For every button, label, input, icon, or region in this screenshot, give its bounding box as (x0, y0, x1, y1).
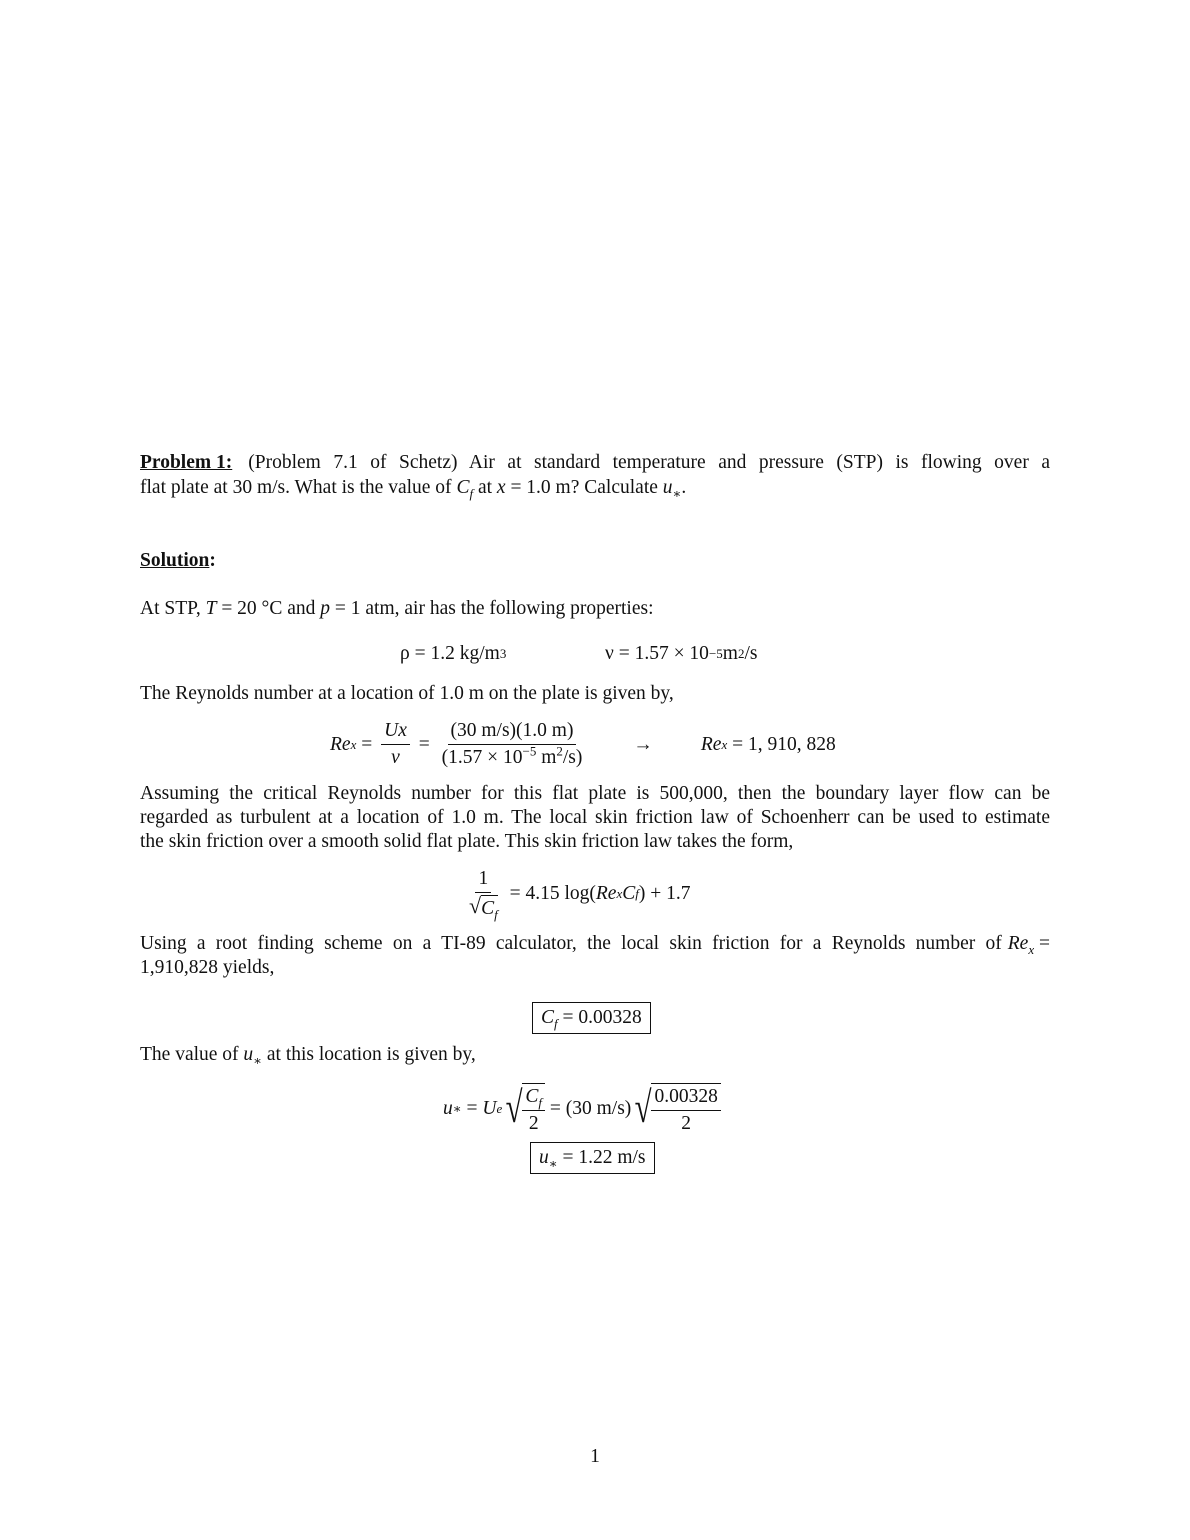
exp: 2 (556, 743, 563, 759)
text: . (681, 477, 687, 498)
exp: −5 (522, 743, 537, 759)
skin-friction-result-box (532, 1002, 651, 1034)
numerator: Ux (381, 720, 410, 745)
denominator: 2 (528, 1113, 539, 1134)
text: /s (744, 643, 758, 664)
text: ν = 1.57 × 10 (605, 643, 709, 664)
viscosity-equation: ν = 1.57 × 10 −5 m 2 /s (605, 643, 758, 664)
math-sub: ∗ (253, 1052, 263, 1068)
math: Re (595, 883, 617, 904)
problem-label: Problem 1: (140, 452, 233, 473)
equals: = (413, 733, 435, 755)
friction-velocity-equation: u ∗ = U e √ $\frac{C_f}{2}$ = (30 m/s) √ $\frac{0.00328}{2}$ (443, 1083, 721, 1135)
numerator: 1 (475, 868, 491, 893)
math-sub: ∗ (672, 485, 682, 501)
paragraph-line: the skin friction over a smooth solid flat plate. This skin friction law takes the form, (140, 831, 794, 852)
math: u (443, 1098, 453, 1119)
math-sub: f (554, 1015, 558, 1031)
math: x (496, 477, 506, 498)
math-sub: ∗ (548, 1155, 558, 1171)
text: (1.57 × 10 (441, 747, 523, 768)
math-sub: f (469, 485, 474, 501)
schoenherr-law-equation: 1 √ $C_f$ = 4.15 log( Re x C f ) + 1.7 (462, 868, 691, 920)
density-equation: ρ = 1.2 kg/m 3 (400, 643, 507, 664)
text: = 0.00328 (557, 1007, 642, 1028)
denominator: ν (391, 747, 400, 768)
sqrt: √ $\frac{0.00328}{2}$ (631, 1083, 721, 1135)
math: C (541, 1007, 555, 1028)
text: = (30 m/s) (545, 1098, 632, 1119)
numerator: 0.00328 (651, 1086, 720, 1111)
math: u (243, 1044, 254, 1065)
math: p (320, 598, 331, 619)
reynolds-intro: The Reynolds number at a location of 1.0 m on the plate is given by, (140, 683, 674, 704)
fraction (439, 720, 586, 769)
text: The value of (140, 1044, 244, 1065)
math: Re (1007, 933, 1029, 954)
stp-line (140, 597, 1050, 621)
math-sub: f (494, 906, 498, 922)
text: m (536, 747, 557, 768)
colon: : (209, 550, 216, 571)
text: = (1034, 933, 1050, 954)
fraction (466, 868, 501, 920)
equals: = (356, 733, 378, 755)
math: Re (330, 733, 351, 755)
text: = 1 atm, air has the following properties: (330, 598, 654, 619)
text: = 4.15 log( (504, 883, 596, 904)
text: at this location is given by, (262, 1044, 476, 1065)
text: m (722, 643, 738, 664)
text: At STP, (140, 598, 206, 619)
math: C (525, 1086, 539, 1107)
text: = 1.22 m/s (557, 1147, 646, 1168)
denominator (466, 893, 501, 920)
page-number: 1 (590, 1446, 600, 1467)
math: C (456, 477, 470, 498)
text: ) + 1.7 (638, 883, 691, 904)
problem-text: (Problem 7.1 of Schetz) Air at standard temperature and pressure (STP) is flowing over a (248, 452, 1050, 473)
math: C (622, 883, 636, 904)
text: = 1.0 m? Calculate (505, 477, 663, 498)
ustar-intro (140, 1043, 1050, 1067)
paragraph-line: 1,910,828 yields, (140, 957, 275, 978)
math: C (481, 898, 495, 919)
paragraph-line: regarded as turbulent at a location of 1.0 m. The local skin friction law of Schoenherr can be used to estimate (140, 807, 1050, 828)
math: u (662, 477, 673, 498)
solution-label: Solution (140, 550, 210, 571)
denominator (439, 745, 586, 769)
text: Using a root finding scheme on a TI-89 calculator, the local skin friction for a Reynolds number of (140, 933, 1002, 954)
sqrt: √ $\frac{C_f}{2}$ (502, 1083, 545, 1135)
math: u (539, 1147, 549, 1168)
math: T (205, 598, 217, 619)
paragraph-line: Assuming the critical Reynolds number for this flat plate is 500,000, then the boundary layer flow can be (140, 783, 1050, 804)
text: /s) (562, 747, 583, 768)
solution-heading (140, 549, 1050, 573)
problem-line-2 (140, 476, 1050, 500)
text: flat plate at 30 m/s. What is the value of (140, 477, 457, 498)
fraction (381, 720, 410, 769)
math-sub: x (1028, 941, 1035, 957)
reynolds-result: = 1, 910, 828 (727, 733, 836, 755)
paragraph-line (140, 932, 1050, 956)
reynolds-equation: Re x = $\frac{Ux}{\nu}$ = $\frac{(30 m/s)(1.0 m)}{(1.57 \times 10^{-5} m^2/s)}$ → Re x = 1, 910, 828 (330, 720, 836, 768)
friction-velocity-result-box (530, 1142, 655, 1174)
numerator: (30 m/s)(1.0 m) (448, 720, 577, 745)
math: Re (700, 733, 722, 755)
math-sub: f (538, 1094, 543, 1110)
denominator: 2 (681, 1113, 692, 1134)
problem-line-1 (140, 451, 1050, 475)
equals: = (461, 1098, 483, 1119)
sqrt: √ $C_f$ (469, 893, 498, 922)
text: at (473, 477, 497, 498)
math: U (482, 1098, 497, 1119)
text: ρ = 1.2 kg/m (400, 643, 500, 664)
text: = 20 °C and (216, 598, 321, 619)
arrow-icon: → (633, 733, 653, 755)
